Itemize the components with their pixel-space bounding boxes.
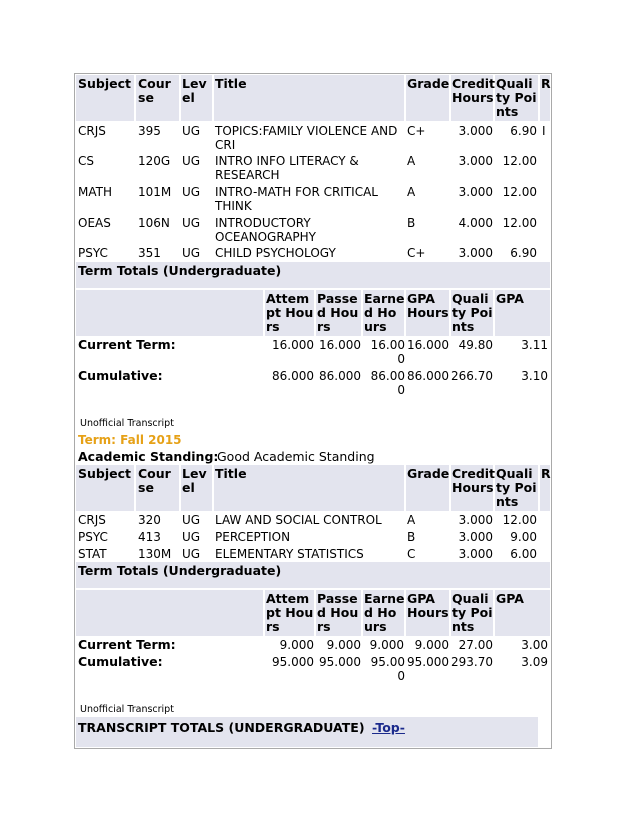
cell-grade: C: [407, 547, 416, 561]
current-passed: 9.000: [326, 638, 361, 652]
gpa-header: GPA: [496, 591, 524, 606]
cell-grade: B: [407, 530, 416, 544]
academic-standing-label: Academic Standing:: [78, 449, 219, 464]
current-term-label: Current Term:: [78, 337, 176, 352]
col-quality-header: Quality Points: [496, 466, 537, 509]
cumulative-gpa-hours: 86.000: [407, 369, 449, 383]
current-earned: 16.000: [370, 338, 405, 366]
cumulative-attempt: 95.000: [272, 655, 314, 669]
cumulative-label: Cumulative:: [78, 654, 163, 669]
col-grade-header: Grade: [407, 76, 450, 91]
col-r-header: R: [541, 76, 551, 91]
cell-r: I: [542, 124, 546, 138]
gpa-hours-header: GPA Hours: [407, 591, 449, 620]
cell-grade: C+: [407, 124, 426, 138]
current-attempt: 16.000: [272, 338, 314, 352]
cell-subject: OEAS: [78, 216, 111, 230]
col-level-header: Level: [182, 466, 207, 495]
cumulative-quality: 293.70: [451, 655, 493, 669]
cell-subject: CRJS: [78, 124, 106, 138]
cell-grade: A: [407, 154, 416, 168]
cell-subject: PSYC: [78, 530, 108, 544]
cell-level: UG: [182, 185, 201, 199]
cell-level: UG: [182, 124, 201, 138]
current-gpa-hours: 9.000: [414, 638, 449, 652]
cell-title: INTRODUCTORY OCEANOGRAPHY: [215, 216, 316, 244]
cell-quality: 6.00: [510, 547, 537, 561]
cell-quality: 6.90: [510, 124, 537, 138]
cell-subject: PSYC: [78, 246, 108, 260]
attempt-hours-header: Attempt Hours: [266, 591, 314, 634]
col-title-header: Title: [215, 76, 247, 91]
cell-credit: 4.000: [458, 216, 493, 230]
cumulative-gpa: 3.09: [521, 655, 548, 669]
cell-course: 413: [138, 530, 161, 544]
col-credit-header: Credit Hours: [452, 466, 496, 495]
cell-credit: 3.000: [458, 547, 493, 561]
cumulative-passed: 95.000: [319, 655, 361, 669]
cell-course: 395: [138, 124, 161, 138]
cell-course: 130M: [138, 547, 172, 561]
cumulative-gpa: 3.10: [521, 369, 548, 383]
cell-grade: A: [407, 185, 416, 199]
cell-level: UG: [182, 547, 201, 561]
cell-subject: CS: [78, 154, 94, 168]
col-quality-header: Quality Points: [496, 76, 537, 119]
transcript-totals-label: TRANSCRIPT TOTALS (UNDERGRADUATE): [78, 720, 365, 735]
current-gpa-hours: 16.000: [407, 338, 449, 352]
current-quality: 49.80: [458, 338, 493, 352]
totals-header-blank: [76, 590, 263, 636]
cell-credit: 3.000: [458, 246, 493, 260]
cell-course: 320: [138, 513, 161, 527]
passed-hours-header: Passed Hours: [317, 591, 359, 634]
cell-level: UG: [182, 216, 201, 230]
cell-title: INTRO-MATH FOR CRITICAL THINK: [215, 185, 378, 213]
cell-subject: STAT: [78, 547, 107, 561]
passed-hours-header: Passed Hours: [317, 291, 359, 334]
cell-quality: 12.00: [502, 513, 537, 527]
term-heading: Term: Fall 2015: [78, 433, 182, 447]
col-r-header: R: [541, 466, 551, 481]
cell-title: CHILD PSYCHOLOGY: [215, 246, 336, 260]
cell-grade: C+: [407, 246, 426, 260]
cumulative-label: Cumulative:: [78, 368, 163, 383]
col-course-header: Course: [138, 466, 171, 495]
cell-subject: MATH: [78, 185, 112, 199]
col-subject-header: Subject: [78, 466, 131, 481]
cell-credit: 3.000: [458, 124, 493, 138]
cumulative-earned: 95.000: [370, 655, 405, 683]
cell-credit: 3.000: [458, 513, 493, 527]
unofficial-transcript-note: Unofficial Transcript: [80, 418, 174, 429]
cumulative-passed: 86.000: [319, 369, 361, 383]
current-gpa: 3.11: [521, 338, 548, 352]
col-subject-header: Subject: [78, 76, 131, 91]
col-course-header: Course: [138, 76, 171, 105]
earned-hours-header: Earned Hours: [364, 591, 405, 634]
col-title-header: Title: [215, 466, 247, 481]
col-level-header: Level: [182, 76, 207, 105]
cell-grade: A: [407, 513, 416, 527]
cell-credit: 3.000: [458, 154, 493, 168]
cell-course: 351: [138, 246, 161, 260]
cumulative-attempt: 86.000: [272, 369, 314, 383]
current-gpa: 3.00: [521, 638, 548, 652]
cell-course: 120G: [138, 154, 171, 168]
cell-title: PERCEPTION: [215, 530, 291, 544]
cell-quality: 12.00: [502, 185, 537, 199]
cell-quality: 6.90: [510, 246, 537, 260]
cell-grade: B: [407, 216, 416, 230]
cell-subject: CRJS: [78, 513, 106, 527]
current-earned: 9.000: [369, 638, 404, 652]
totals-header-blank: [76, 290, 263, 336]
cumulative-gpa-hours: 95.000: [407, 655, 449, 669]
academic-standing-value: Good Academic Standing: [217, 449, 375, 464]
current-passed: 16.000: [319, 338, 361, 352]
cell-title: INTRO INFO LITERACY & RESEARCH: [215, 154, 359, 182]
cell-title: ELEMENTARY STATISTICS: [215, 547, 364, 561]
current-quality: 27.00: [458, 638, 493, 652]
cell-title: LAW AND SOCIAL CONTROL: [215, 513, 382, 527]
cell-course: 106N: [138, 216, 170, 230]
cell-quality: 12.00: [502, 216, 537, 230]
col-grade-header: Grade: [407, 466, 450, 481]
cell-level: UG: [182, 513, 201, 527]
current-attempt: 9.000: [279, 638, 314, 652]
quality-points-header: Quality Points: [452, 291, 493, 334]
quality-points-header: Quality Points: [452, 591, 493, 634]
col-credit-header: Credit Hours: [452, 76, 496, 105]
earned-hours-header: Earned Hours: [364, 291, 405, 334]
cell-level: UG: [182, 246, 201, 260]
cell-credit: 3.000: [458, 530, 493, 544]
current-term-label: Current Term:: [78, 637, 176, 652]
attempt-hours-header: Attempt Hours: [266, 291, 314, 334]
term-totals-label: Term Totals (Undergraduate): [78, 563, 282, 578]
cell-quality: 12.00: [502, 154, 537, 168]
unofficial-transcript-note: Unofficial Transcript: [80, 704, 174, 715]
cell-title: TOPICS:FAMILY VIOLENCE AND CRI: [215, 124, 398, 152]
cumulative-earned: 86.000: [370, 369, 405, 397]
cell-credit: 3.000: [458, 185, 493, 199]
cumulative-quality: 266.70: [451, 369, 493, 383]
cell-quality: 9.00: [510, 530, 537, 544]
term-totals-label: Term Totals (Undergraduate): [78, 263, 282, 278]
gpa-header: GPA: [496, 291, 524, 306]
gpa-hours-header: GPA Hours: [407, 291, 449, 320]
cell-level: UG: [182, 530, 201, 544]
cell-level: UG: [182, 154, 201, 168]
top-link[interactable]: -Top-: [372, 720, 405, 735]
cell-course: 101M: [138, 185, 172, 199]
